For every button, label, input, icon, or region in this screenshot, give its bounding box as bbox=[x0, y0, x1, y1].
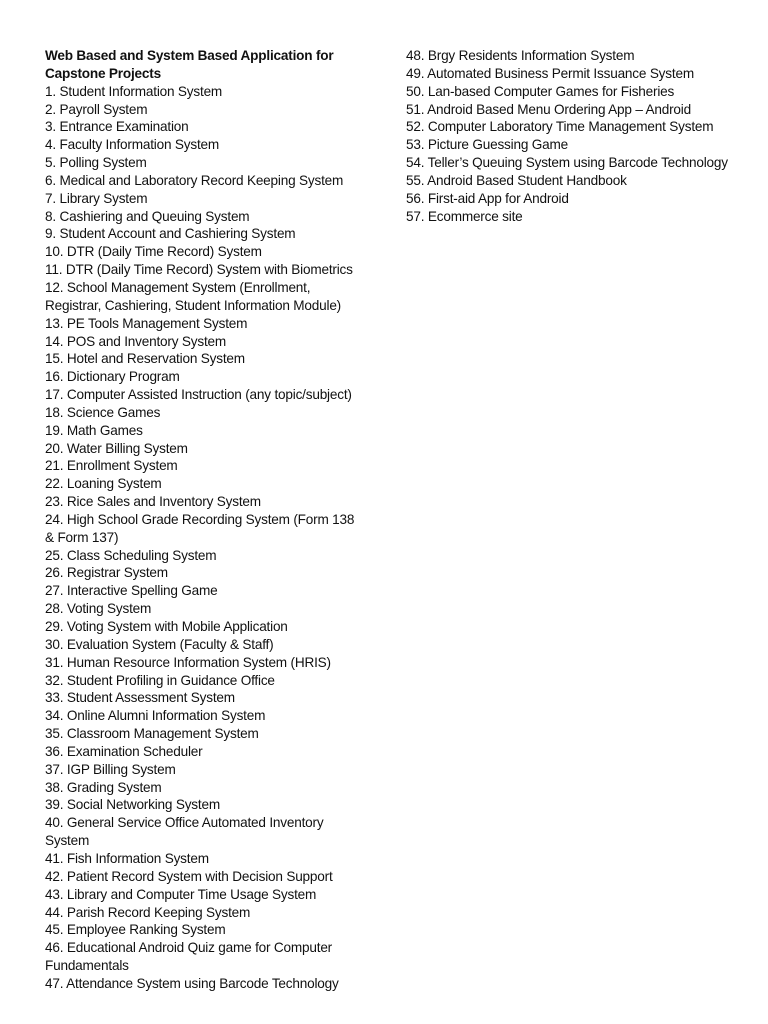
list-item: 46. Educational Android Quiz game for Computer Fundamentals bbox=[45, 940, 333, 974]
list-item: 9. Student Account and Cashiering System bbox=[45, 226, 296, 242]
list-item: 16. Dictionary Program bbox=[45, 369, 180, 385]
list-item: 7. Library System bbox=[45, 190, 148, 206]
list-item: 17. Computer Assisted Instruction (any topic/subject) bbox=[45, 387, 352, 403]
list-item: 27. Interactive Spelling Game bbox=[45, 583, 218, 599]
list-item: 37. IGP Billing System bbox=[45, 761, 176, 777]
list-item: 30. Evaluation System (Faculty & Staff) bbox=[45, 636, 274, 652]
list-item: 34. Online Alumni Information System bbox=[45, 708, 266, 724]
list-item: 6. Medical and Laboratory Record Keeping System bbox=[45, 172, 344, 188]
list-item: 40. General Service Office Automated Inventory System bbox=[45, 815, 324, 849]
list-item: 3. Entrance Examination bbox=[45, 119, 189, 135]
left-column bbox=[45, 47, 363, 993]
list-item: 26. Registrar System bbox=[45, 565, 168, 581]
list-item: 52. Computer Laboratory Time Management System bbox=[406, 119, 714, 135]
list-item: 38. Grading System bbox=[45, 779, 162, 795]
list-item: 23. Rice Sales and Inventory System bbox=[45, 494, 261, 510]
list-item: 19. Math Games bbox=[45, 422, 143, 438]
list-item: 28. Voting System bbox=[45, 601, 152, 617]
list-item: 29. Voting System with Mobile Application bbox=[45, 619, 288, 634]
list-item: 20. Water Billing System bbox=[45, 440, 188, 456]
list-item: 51. Android Based Menu Ordering App – Android bbox=[406, 101, 691, 117]
list-item: 11. DTR (Daily Time Record) System with Biometrics bbox=[45, 262, 353, 278]
list-item: 49. Automated Business Permit Issuance System bbox=[406, 65, 694, 81]
list-item: 22. Loaning System bbox=[45, 476, 162, 492]
project-list-left bbox=[45, 83, 363, 993]
document-title: Web Based and System Based Application for Capstone Projects bbox=[45, 48, 334, 81]
list-item: 15. Hotel and Reservation System bbox=[45, 351, 245, 367]
list-item: 33. Student Assessment System bbox=[45, 690, 235, 706]
list-item: 57. Ecommerce site bbox=[406, 208, 523, 224]
list-item: 8. Cashiering and Queuing System bbox=[45, 208, 250, 224]
list-item: 12. School Management System (Enrollment, Registrar, Cashiering, Student Information Module) bbox=[45, 279, 342, 313]
list-item: 2. Payroll System bbox=[45, 101, 148, 117]
project-list-right bbox=[406, 47, 736, 225]
list-item: 41. Fish Information System bbox=[45, 850, 209, 866]
list-item: 4. Faculty Information System bbox=[45, 137, 220, 153]
list-item: 1. Student Information System bbox=[45, 83, 223, 99]
list-item: 50. Lan-based Computer Games for Fisheries bbox=[406, 83, 675, 99]
list-item: 18. Science Games bbox=[45, 404, 161, 420]
list-item: 55. Android Based Student Handbook bbox=[406, 172, 627, 188]
list-item: 44. Parish Record Keeping System bbox=[45, 904, 251, 920]
list-item: 24. High School Grade Recording System (Form 138 & Form 137) bbox=[45, 511, 355, 545]
list-item: 56. First-aid App for Android bbox=[406, 190, 569, 206]
list-item: 53. Picture Guessing Game bbox=[406, 137, 568, 153]
right-column bbox=[406, 47, 736, 225]
list-item: 47. Attendance System using Barcode Technology bbox=[45, 975, 339, 991]
list-item: 54. Teller’s Queuing System using Barcode Technology bbox=[406, 155, 728, 171]
list-item: 43. Library and Computer Time Usage System bbox=[45, 886, 317, 902]
list-item: 32. Student Profiling in Guidance Office bbox=[45, 672, 275, 688]
list-item: 48. Brgy Residents Information System bbox=[406, 48, 635, 63]
list-item: 21. Enrollment System bbox=[45, 458, 178, 474]
list-item: 45. Employee Ranking System bbox=[45, 922, 226, 938]
list-item: 42. Patient Record System with Decision Support bbox=[45, 868, 333, 884]
list-item: 10. DTR (Daily Time Record) System bbox=[45, 244, 262, 260]
list-item: 39. Social Networking System bbox=[45, 797, 220, 813]
list-item: 13. PE Tools Management System bbox=[45, 315, 248, 331]
list-item: 25. Class Scheduling System bbox=[45, 547, 217, 563]
list-item: 5. Polling System bbox=[45, 155, 147, 171]
list-item: 14. POS and Inventory System bbox=[45, 333, 227, 349]
list-item: 31. Human Resource Information System (HRIS) bbox=[45, 654, 331, 670]
list-item: 36. Examination Scheduler bbox=[45, 743, 203, 759]
list-item: 35. Classroom Management System bbox=[45, 726, 259, 742]
